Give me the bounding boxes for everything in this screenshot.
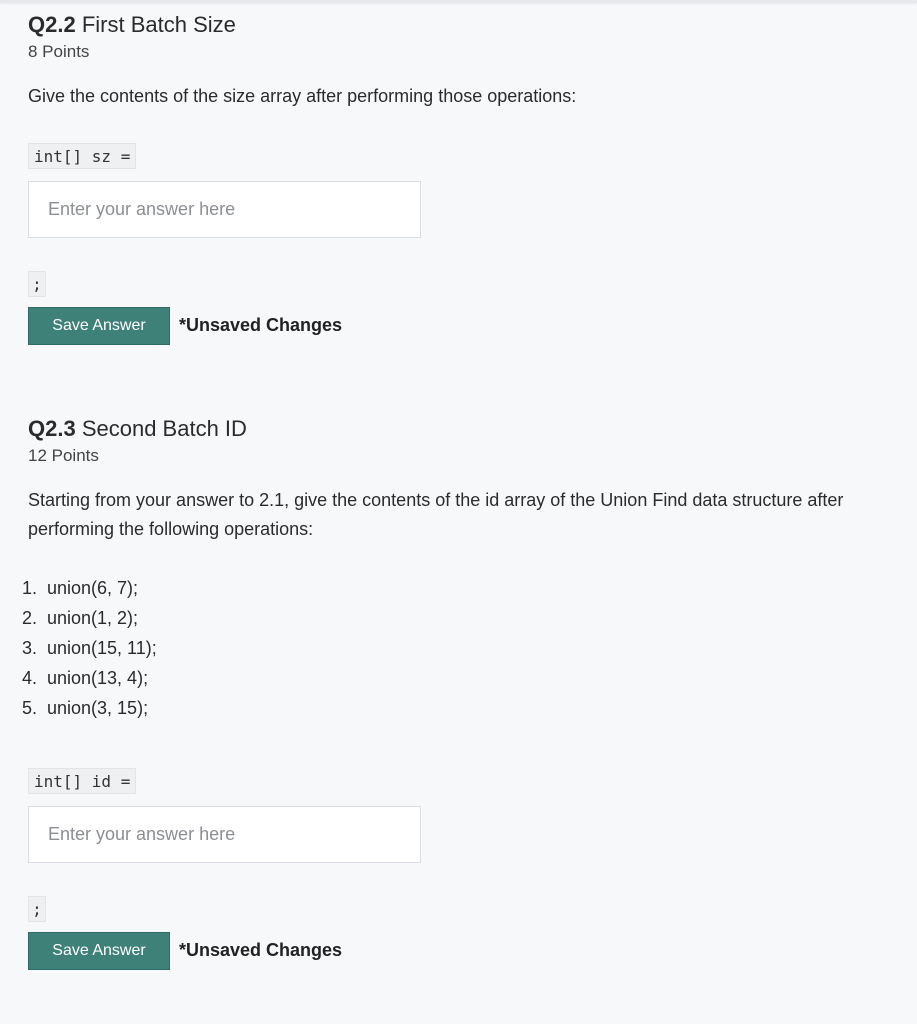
question-number: Q2.2 [28, 12, 76, 37]
list-item-text: union(13, 4); [47, 668, 149, 688]
question-title-q2-2 [28, 12, 236, 38]
list-item-number: 5. [22, 698, 38, 718]
list-item-number: 2. [22, 608, 38, 628]
unsaved-changes-status: *Unsaved Changes [179, 940, 343, 960]
save-answer-button-q2-2[interactable]: Save Answer [28, 307, 170, 345]
question-points: 12 Points [28, 446, 99, 465]
list-item-text: union(15, 11); [47, 638, 157, 658]
question-title-text: Second Batch ID [81, 416, 247, 441]
list-item-number: 1. [22, 578, 38, 598]
question-number: Q2.3 [28, 416, 76, 441]
question-title-text: First Batch Size [81, 12, 236, 37]
list-item-text: union(3, 15); [47, 698, 149, 718]
code-prefix-label: int[] id = [28, 768, 136, 794]
question-title-q2-3 [28, 416, 247, 442]
list-item-number: 3. [22, 638, 38, 658]
question-prompt: Give the contents of the size array after performing those operations: [28, 86, 577, 106]
question-prompt: Starting from your answer to 2.1, give the contents of the id array of the Union Find data structure after performing the following operations: [28, 490, 844, 539]
code-suffix-label: ; [28, 271, 46, 297]
list-item-text: union(6, 7); [47, 578, 139, 598]
answer-input-q2-3[interactable] [28, 806, 421, 863]
answer-input-q2-2[interactable] [28, 181, 421, 238]
question-points: 8 Points [28, 42, 90, 61]
unsaved-changes-status: *Unsaved Changes [179, 315, 343, 335]
code-suffix-label: ; [28, 896, 46, 922]
list-item-text: union(1, 2); [47, 608, 139, 628]
save-answer-button-q2-3[interactable]: Save Answer [28, 932, 170, 970]
list-item-number: 4. [22, 668, 38, 688]
code-prefix-label: int[] sz = [28, 143, 136, 169]
